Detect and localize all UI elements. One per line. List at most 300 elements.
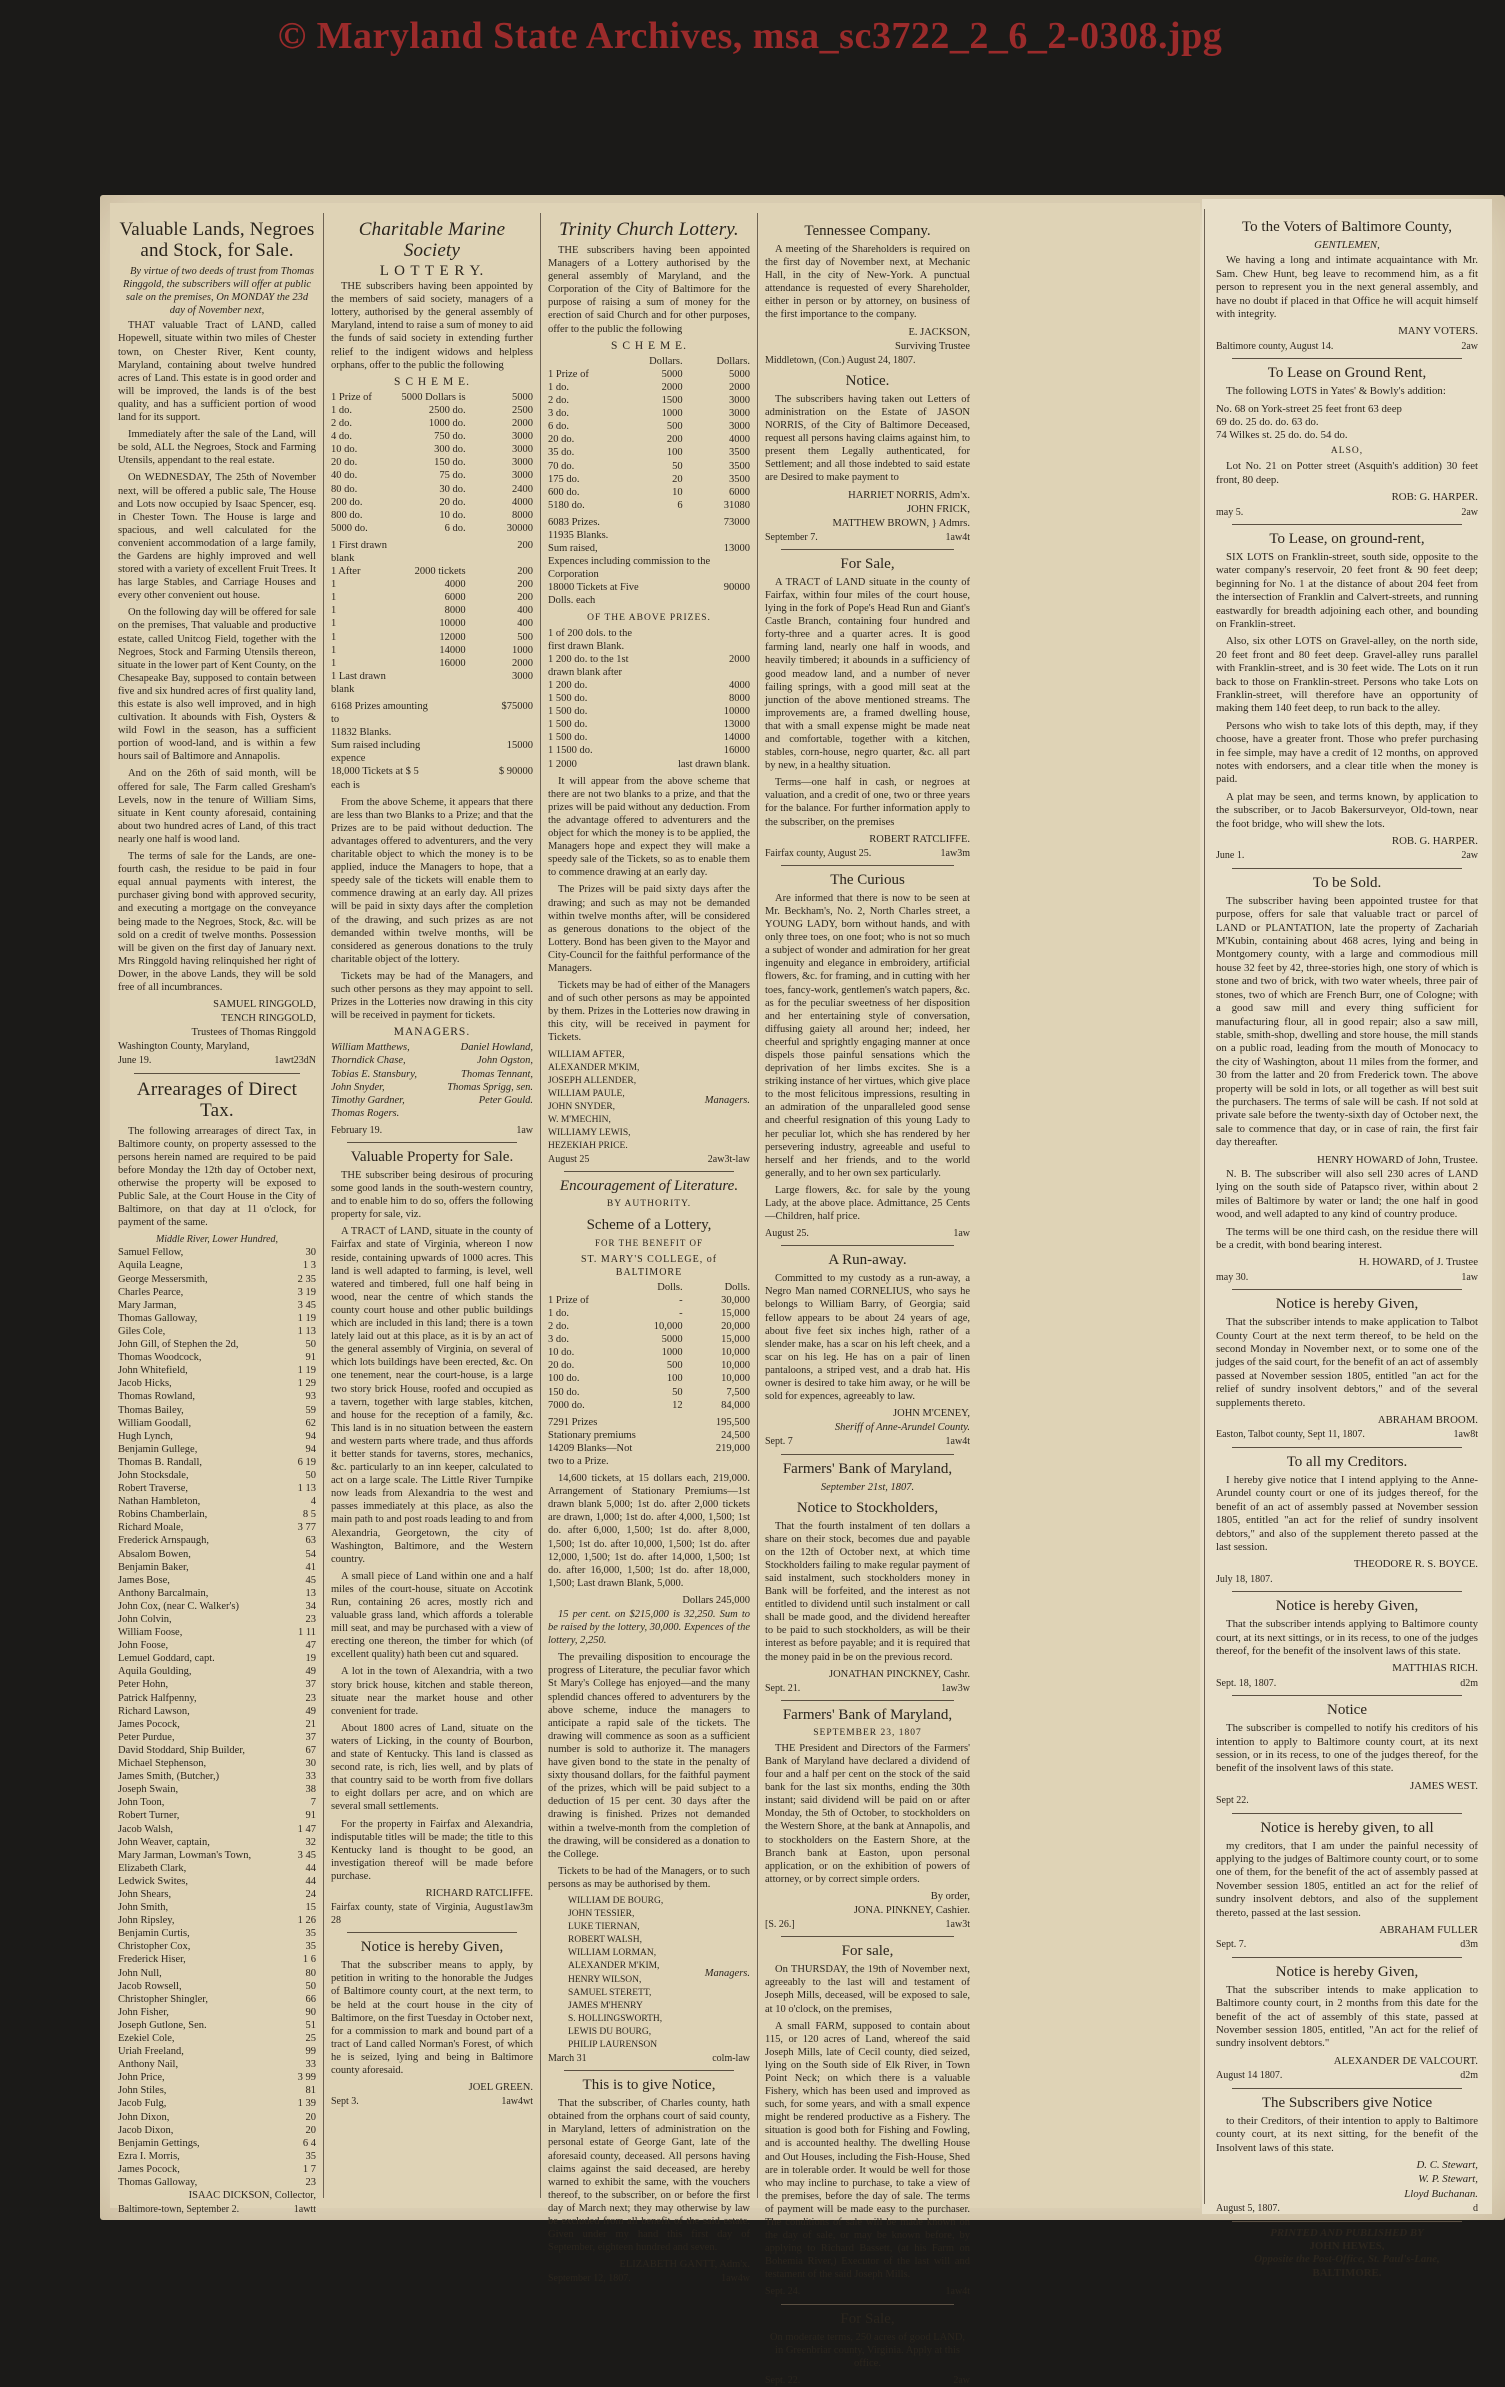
tax-row bbox=[118, 1456, 316, 1469]
tax-row bbox=[118, 1246, 316, 1259]
tax-row-cell: 35 bbox=[305, 1928, 316, 1940]
tax-row-cell: 45 bbox=[305, 1574, 316, 1586]
notice-title: Notice. bbox=[845, 372, 890, 389]
prize-row-cell: 1 do. bbox=[548, 381, 569, 393]
tax-row-cell: 23 bbox=[305, 1692, 316, 1704]
prize-row bbox=[331, 417, 533, 430]
tax-row bbox=[118, 1757, 316, 1770]
tax-row-cell: John Ripsley, bbox=[118, 1915, 175, 1927]
prize-row-cell: 3000 bbox=[511, 444, 533, 456]
prize-row-cell: 10,000 bbox=[721, 1360, 750, 1372]
column-2 bbox=[331, 217, 533, 2198]
tax-row-cell: Thomas Rowland, bbox=[118, 1391, 195, 1403]
ad-date: Fairfax county, state of Virginia, August 28 bbox=[331, 1902, 504, 1927]
drawn-row-cell: 12000 bbox=[439, 631, 466, 643]
tax-row-cell: Thomas B. Randall, bbox=[118, 1456, 202, 1468]
date-line bbox=[548, 2052, 750, 2065]
column-rule bbox=[540, 213, 541, 2198]
ad-code: 1awt23dN bbox=[274, 1055, 316, 1067]
signature: ALEXANDER DE VALCOURT. bbox=[1333, 2054, 1478, 2067]
manager-name: PHILIP LAURENSON bbox=[568, 2040, 658, 2050]
drawn-row-cell: 1 500 do. bbox=[548, 706, 588, 718]
drawn-row-cell: 2000 tickets bbox=[414, 566, 466, 578]
signature: MATTHEW BROWN, } Admrs. bbox=[832, 517, 970, 529]
tax-row bbox=[118, 1469, 316, 1482]
ad-date: September 12, 1807. bbox=[548, 2273, 631, 2285]
prize-row bbox=[548, 486, 750, 499]
tax-row bbox=[118, 1338, 316, 1351]
drawn-heading: OF THE ABOVE PRIZES. bbox=[587, 612, 711, 623]
drawn-row-cell: 400 bbox=[517, 605, 533, 617]
drawn-row-cell: 200 bbox=[517, 566, 533, 578]
manager-row-cell: Thomas Sprigg, sen. bbox=[447, 1081, 533, 1093]
prize-row-cell: 1 Prize of bbox=[331, 391, 372, 403]
tax-row-cell: 38 bbox=[305, 1784, 316, 1796]
drawn-row-cell: 1 bbox=[331, 605, 337, 617]
tax-row-cell: 54 bbox=[305, 1548, 316, 1560]
signature: H. HOWARD, of J. Trustee bbox=[1358, 1256, 1478, 1269]
manager-name: ALEXANDER M'KIM, bbox=[568, 1961, 660, 1972]
tax-row bbox=[118, 2137, 316, 2150]
tax-row-cell: 81 bbox=[305, 2085, 316, 2097]
tax-row-cell: David Stoddard, Ship Builder, bbox=[118, 1744, 246, 1756]
prize-row bbox=[548, 1359, 750, 1372]
prize-row-cell: 50 bbox=[672, 460, 683, 472]
manager-row-cell: William Matthews, bbox=[331, 1042, 410, 1054]
ad-date: Sept. 22. bbox=[765, 2374, 801, 2386]
separator bbox=[564, 1171, 734, 1172]
imprint-line: PRINTED AND PUBLISHED BY bbox=[1270, 2226, 1424, 2239]
drawn-row-cell: 16000 bbox=[439, 657, 466, 669]
prize-table bbox=[548, 355, 750, 512]
property-title: Valuable Property for Sale. bbox=[350, 1149, 514, 1165]
prize-row bbox=[548, 394, 750, 407]
ad-date: Sept. 21. bbox=[765, 1682, 801, 1694]
tax-row-cell: John Cox, (near C. Walker's) bbox=[118, 1600, 239, 1612]
signature: ROB: G. HARPER. bbox=[1391, 491, 1478, 504]
tax-row-cell: Robins Chamberlain, bbox=[118, 1509, 208, 1521]
tax-row-cell: 37 bbox=[305, 1731, 316, 1743]
voters-sub: GENTLEMEN, bbox=[1314, 239, 1380, 251]
col5-paragraph: The subscriber is compelled to notify his creditors of his intention to apply to Baltimore county court, at its next session, or in its recess, to one of the judges thereof, for the benefit of the insolvent laws of this state. bbox=[1216, 1722, 1478, 1775]
drawn-row-cell: 1 bbox=[331, 644, 337, 656]
tax-row-cell: 20 bbox=[305, 2111, 316, 2123]
ad-date: September 7. bbox=[765, 531, 818, 543]
prize-row-cell: 1 do. bbox=[331, 404, 352, 416]
drawn-row bbox=[548, 744, 750, 757]
drawn-row-cell bbox=[649, 627, 750, 653]
col3-title: Trinity Church Lottery. bbox=[559, 219, 739, 240]
total-label: 6168 Prizes amounting to bbox=[331, 701, 428, 726]
prize-row bbox=[331, 509, 533, 522]
ad-code: 1aw4t bbox=[945, 1436, 970, 1448]
drawn-row bbox=[548, 758, 750, 771]
prize-row bbox=[548, 433, 750, 446]
column-1 bbox=[118, 217, 316, 2216]
total-label: 11935 Blanks. bbox=[548, 529, 609, 541]
tax-row bbox=[118, 1639, 316, 1652]
drawn-row-cell: 4000 bbox=[444, 579, 466, 591]
col3-paragraph: The Prizes will be paid sixty days after the drawing; and such as may not be demanded within twelve months after, will be considered as generous donations to the object of the Lottery. Bond has been given to the Mayor and City-Council for the faithful performance of the Managers. bbox=[548, 884, 750, 974]
prize-row-cell: 3000 bbox=[511, 457, 533, 469]
date-line bbox=[765, 1682, 970, 1695]
ad-code: 2aw bbox=[1461, 506, 1478, 518]
col2-paragraph: From the above Scheme, it appears that there are less than two Blanks to a Prize; and that the Prizes are to be paid without deduction. The advantages offered to adventurers, and the very charitable object to which the money is to be applied, induce the Managers to hope, that a speedy sale of the tickets will enable them to commence drawing at an early day. All prizes will be paid in sixty days after the completion of the drawing, and such prizes as are not demanded within twelve months, will be considered as generous donations to the truly charitable object of the lottery. bbox=[331, 796, 533, 965]
col2-paragraph: A small piece of Land within one and a half miles of the court-house, situate on Accotink Run, containing 26 acres, mostly rich and valuable grass land, which affords a tolerable mill seat, and may be purchased with a view of erecting one thereon, the timber for which (of excellent quality) hath been cut and squared. bbox=[331, 1570, 533, 1661]
for-sale-title: For sale, bbox=[841, 1943, 894, 1960]
col5-paragraph: That the subscriber intends applying to Baltimore county court, at its next sittings, or in its recess, to one of the judges thereof, for the benefit of the insolvent laws of this state. bbox=[1216, 1618, 1478, 1657]
arrears-title: Arrearages of Direct Tax. bbox=[136, 1078, 298, 1121]
drawn-row-cell: 1 1500 do. bbox=[548, 745, 593, 757]
separator bbox=[1232, 1591, 1462, 1592]
managers-block bbox=[548, 1895, 750, 2052]
signature: JONATHAN PINCKNEY, Cashr. bbox=[829, 1668, 970, 1680]
signature: MANY VOTERS. bbox=[1398, 325, 1478, 338]
prize-row-cell: 10 do. bbox=[548, 1347, 575, 1359]
tax-row-cell: 21 bbox=[305, 1718, 316, 1730]
drawn-row bbox=[331, 631, 533, 644]
col2-paragraph: THE subscriber being desirous of procuring some good lands in the south-western country, and to enable him to do so, offers the following property for sale, viz. bbox=[331, 1170, 533, 1221]
drawn-row bbox=[548, 705, 750, 718]
separator bbox=[1232, 358, 1462, 359]
tax-row-cell: James Smith, (Butcher,) bbox=[118, 1771, 220, 1783]
manager-row bbox=[331, 1094, 533, 1107]
manager-name: S. HOLLINGSWORTH, bbox=[568, 2013, 663, 2024]
prize-row-cell: 4000 bbox=[511, 496, 533, 508]
ad-code: d2m bbox=[1460, 2070, 1478, 2082]
tax-row-cell: Thomas Galloway, bbox=[118, 1312, 198, 1324]
separator bbox=[781, 2304, 954, 2305]
tax-row-cell: 1 26 bbox=[297, 1915, 316, 1927]
tax-row bbox=[118, 1901, 316, 1914]
drawn-row-cell: 1 bbox=[331, 579, 337, 591]
drawn-row-cell: 13000 bbox=[723, 719, 750, 731]
tax-row-cell: Nathan Hambleton, bbox=[118, 1496, 201, 1508]
tax-row-cell: Jacob Walsh, bbox=[118, 1823, 173, 1835]
tax-row-cell: 50 bbox=[305, 1339, 316, 1351]
literature-title: Encouragement of Literature. bbox=[559, 1178, 739, 1195]
separator bbox=[781, 865, 954, 866]
tax-row bbox=[118, 1626, 316, 1639]
drawn-row bbox=[548, 627, 750, 653]
tax-row bbox=[118, 1809, 316, 1822]
date-line bbox=[1216, 1794, 1478, 1807]
tax-row-cell: 49 bbox=[305, 1666, 316, 1678]
tax-row-cell: Benjamin Gettings, bbox=[118, 2137, 200, 2149]
drawn-row-cell: 1 of 200 dols. to the first drawn Blank. bbox=[548, 627, 632, 652]
tax-row-cell: Jacob Hicks, bbox=[118, 1378, 172, 1390]
lottery-title: Scheme of a Lottery, bbox=[586, 1217, 712, 1234]
to-be-sold-title: To be Sold. bbox=[1312, 874, 1382, 891]
tax-row-cell: 19 bbox=[305, 1653, 316, 1665]
col5-paragraph: A plat may be seen, and terms known, by application to the subscriber, or to Jacob Bakersurveyor, Old-town, near the foot bridge, who will shew the lots. bbox=[1216, 790, 1478, 830]
tax-row-cell: 1 13 bbox=[297, 1483, 316, 1495]
tax-row-cell: 94 bbox=[305, 1443, 316, 1455]
tax-row-cell: John Toon, bbox=[118, 1797, 165, 1809]
total-label: 18,000 Tickets at $ 5 each is bbox=[331, 766, 419, 791]
tax-row bbox=[118, 1534, 316, 1547]
prize-row-cell: 175 do. bbox=[548, 473, 580, 485]
prize-row-cell: 5000 bbox=[661, 368, 683, 380]
lots-list bbox=[1216, 403, 1478, 443]
drawn-row-cell: 1 bbox=[331, 618, 337, 630]
tax-row-cell: John Price, bbox=[118, 2072, 165, 2084]
prize-row bbox=[548, 1346, 750, 1359]
tax-row-cell: Charles Pearce, bbox=[118, 1286, 184, 1298]
drawn-row-cell bbox=[398, 670, 465, 696]
drawn-row-cell: 200 bbox=[517, 592, 533, 604]
prize-row-cell: 20 do. bbox=[331, 457, 358, 469]
prize-row-cell: 300 do. bbox=[434, 444, 466, 456]
separator bbox=[134, 1073, 300, 1074]
col1-paragraph: THAT valuable Tract of LAND, called Hopewell, situate within two miles of Chester town, on Chester River, Kent county, Maryland, containing about twelve hundred acres of Land. This estate is in good order and will be improved, the lands is of the best quality, and has a sufficient portion of wood land for its support. bbox=[118, 320, 316, 424]
tax-row-cell: 91 bbox=[305, 1810, 316, 1822]
separator bbox=[781, 549, 954, 550]
tax-row-cell: 41 bbox=[305, 1561, 316, 1573]
tax-row-cell: Thomas Galloway, bbox=[118, 2177, 198, 2189]
tax-row-cell: Mary Jarman, Lowman's Town, bbox=[118, 1849, 252, 1861]
date-line bbox=[1216, 1573, 1478, 1586]
tax-row bbox=[118, 1731, 316, 1744]
tax-row-cell: Absalom Bowen, bbox=[118, 1548, 191, 1560]
total-value: $ 90000 bbox=[498, 766, 533, 778]
prize-row-cell: 10 do. bbox=[439, 509, 466, 521]
tax-row-cell: 33 bbox=[305, 1771, 316, 1783]
prize-row bbox=[331, 456, 533, 469]
tax-row-cell: 1 39 bbox=[297, 2098, 316, 2110]
drawn-row bbox=[331, 670, 533, 696]
tax-row bbox=[118, 2006, 316, 2019]
tax-row-cell: Joseph Swain, bbox=[118, 1784, 179, 1796]
date-line bbox=[765, 1435, 970, 1448]
manager-row-cell: Thomas Rogers. bbox=[331, 1107, 400, 1119]
manager-name: ROBERT WALSH, bbox=[568, 1935, 643, 1946]
column-rule bbox=[1204, 209, 1205, 2204]
prize-row-cell: 3 do. bbox=[548, 1334, 569, 1346]
ad-code: 1awtt bbox=[293, 2204, 316, 2216]
prize-row-cell: 75 do. bbox=[439, 470, 466, 482]
prize-row bbox=[331, 483, 533, 496]
tax-row-cell: Peter Purdue, bbox=[118, 1731, 175, 1743]
tax-row-cell: 63 bbox=[305, 1535, 316, 1547]
drawn-row-cell: 1 Last drawn blank bbox=[331, 670, 386, 695]
ad-code: 1aw8t bbox=[1453, 1429, 1478, 1441]
prize-row bbox=[548, 1386, 750, 1399]
total-value: 24,500 bbox=[721, 1429, 750, 1441]
col5-paragraph: I hereby give notice that I intend applying to the Anne-Arundel county court or one of its judges thereof, for the benefit of an act of assembly passed at November session 1805, entitled "an act for the relief of sundry insolvent debtors," and also of the supplement thereto passed at the last session. bbox=[1216, 1473, 1478, 1553]
separator bbox=[347, 1932, 517, 1933]
prize-row-cell: 3000 bbox=[511, 431, 533, 443]
ad-date: may 5. bbox=[1216, 506, 1244, 518]
prize-row-cell: 3500 bbox=[728, 447, 750, 459]
ad-code: d2m bbox=[1460, 1677, 1478, 1689]
col1-title: Valuable Lands, Negroes and Stock, for Sale. bbox=[119, 219, 315, 261]
managers-table bbox=[331, 1041, 533, 1120]
tax-row bbox=[118, 1286, 316, 1299]
main-page bbox=[110, 203, 1200, 2386]
col4-paragraph: A meeting of the Shareholders is required on the first day of November next, at Mechanic Hall, in the city of New-York. A punctual attendance is requested of every Shareholder, either in person or by attorney, on business of the first importance to the company. bbox=[765, 244, 970, 321]
ad-date: August 25. bbox=[765, 1228, 809, 1240]
tax-row-cell: John Foose, bbox=[118, 1640, 169, 1652]
col2-paragraph: About 1800 acres of Land, situate on the waters of Licking, in the county of Bourbon, and state of Kentucky. This land is classed as second rate, is rich, lies well, and by plats of that country said to be worth from five dollars to eight dollars per acre, and on which are several small settlements. bbox=[331, 1722, 533, 1813]
prize-row-cell: 3000 bbox=[728, 395, 750, 407]
prize-row bbox=[548, 499, 750, 512]
prize-row-cell: 5000 bbox=[511, 391, 533, 403]
tax-row-cell: 35 bbox=[305, 1941, 316, 1953]
right-page-strip bbox=[1202, 199, 1492, 2279]
prize-row-cell: 4000 bbox=[728, 434, 750, 446]
voters-title: To the Voters of Baltimore County, bbox=[1242, 219, 1452, 235]
ad-date: [S. 26.] bbox=[765, 1919, 795, 1931]
prize-row bbox=[331, 404, 533, 417]
drawn-row bbox=[331, 644, 533, 657]
arrears-paragraph: The following arrearages of direct Tax, in Baltimore county, on property assessed to the persons herein named are required to be paid before Monday the 12th day of October next, otherwise the property will be exposed to Public Sale, at the Court House in the City of Baltimore, on that day at 11 o'clock, for payment of the same. bbox=[118, 1125, 316, 1229]
tax-row-cell: 24 bbox=[305, 1888, 316, 1900]
prize-row bbox=[331, 496, 533, 509]
col3-paragraph: The prevailing disposition to encourage the progress of Literature, the peculiar favor which St Mary's College has enjoyed—and the many splendid chances offered to adventurers by the above scheme, induce the managers to anticipate a rapid sale of the tickets. The drawing will commence as soon as a sufficient number is sold to authorize it. The managers have given bond to the state in the penalty of sixty thousand dollars, for the faithful payment of the prizes, which will be paid subject to a deduction of 15 per cent. 30 days after the drawing is finished. Prizes not demanded within a twelve-month from the completion of the drawing, will be considered as a donation to the College. bbox=[548, 1652, 750, 1860]
tax-row-cell: Elizabeth Clark, bbox=[118, 1862, 187, 1874]
notice-title: Notice is hereby Given, bbox=[1275, 1296, 1419, 1313]
tax-row-cell: 3 19 bbox=[297, 1286, 316, 1298]
tax-row-cell: James Pocock, bbox=[118, 2163, 180, 2175]
col4-paragraph: The subscribers having taken out Letters of administration on the Estate of JASON NORRIS, of the City of Baltimore Deceased, request all persons having claims against him, to present them Legally authenticated, for Settlement; and all those indebted to said estate are Desired to make payment to bbox=[765, 393, 970, 484]
prize-row-cell: 500 bbox=[666, 421, 683, 433]
drawn-table bbox=[548, 627, 750, 771]
prize-row bbox=[548, 446, 750, 459]
total-label: 18000 Tickets at Five Dolls. each bbox=[548, 582, 639, 607]
drawn-row-cell: 1 500 do. bbox=[548, 693, 588, 705]
date-line bbox=[1216, 2069, 1478, 2082]
drawn-row-cell: 1 bbox=[331, 592, 337, 604]
ad-code: d3m bbox=[1460, 1939, 1478, 1951]
col3-paragraph: 15 per cent. on $215,000 is 32,250. Sum to be raised by the lottery, 30,000. Expences of the lottery, 2,250. bbox=[548, 1609, 750, 1647]
col5-paragraph: Persons who wish to take lots of this depth, may, if they choose, have a greater front. Those who prefer purchasing in fee simple, may have a credit of 12 months, on approved notes with endorsers, and a clear title when the money is paid. bbox=[1216, 719, 1478, 786]
total-value: 15000 bbox=[506, 740, 533, 752]
tax-row bbox=[118, 1678, 316, 1691]
prize-row bbox=[548, 368, 750, 381]
managers-label: Managers. bbox=[704, 1967, 750, 1979]
drawn-row-cell: 400 bbox=[517, 618, 533, 630]
total-label: Expences including commission to the Corporation bbox=[548, 556, 711, 581]
tax-row bbox=[118, 1836, 316, 1849]
col5-paragraph: That the subscriber intends to make application to Baltimore county court, in 2 months from this date for the benefit of the act of assembly of this state, passed at November session 1805, entitled, "An act for the relief of sundry insolvent debtors." bbox=[1216, 1983, 1478, 2050]
tax-row bbox=[118, 1495, 316, 1508]
tax-row bbox=[118, 1705, 316, 1718]
col4-paragraph: A TRACT of LAND situate in the county of Fairfax, within four miles of the court house, lying in the fork of Pope's Head Run and Giant's Castle Branch, containing four hundred and forty-three and a quarter acres. It is good farming land, nearly one half in woods, and heavily timbered; it abounds in a sufficiency of good meadow land, and a number of never failing springs, with a good mill seat at the junction of the above mentioned streams. The improvements are, a framed dwelling house, that with a small expense might be made neat and comfortable, together with a kitchen, stables, corn-house, negro quarter, &c. all part by new, in a healthy situation. bbox=[765, 576, 970, 772]
col1-intro: By virtue of two deeds of trust from Thomas Ringgold, the subscribers will offer at public sale on the premises, On MONDAY the 23d day of November next, bbox=[122, 266, 314, 317]
tax-row-cell: John Gill, of Stephen the 2d, bbox=[118, 1339, 239, 1351]
prize-row-cell: 1 Prize of bbox=[548, 368, 589, 380]
tax-row-cell: Benjamin Baker, bbox=[118, 1561, 189, 1573]
manager-name: WILLIAM AFTER, bbox=[548, 1049, 625, 1060]
tax-row-cell: 93 bbox=[305, 1391, 316, 1403]
authority-line: BY AUTHORITY. bbox=[606, 1199, 692, 1210]
signature: HENRY HOWARD of John, Trustee. bbox=[1317, 1153, 1478, 1166]
drawn-row bbox=[548, 679, 750, 692]
bank-date: September 21st, 1807. bbox=[820, 1481, 915, 1493]
ad-date: Sept. 24. bbox=[765, 2286, 801, 2298]
tax-row-cell: 1 13 bbox=[297, 1325, 316, 1337]
col5-paragraph: Also, six other LOTS on Gravel-alley, on the north side, 20 feet front and 80 feet deep. Gravel-alley runs parallel with Franklin-street, and is 30 feet wide. The Lots on it run back to those on Franklin-street. Persons who take Lots on Franklin-street, will therefore have an opportunity of making them 140 feet deep, to run back to the alley. bbox=[1216, 635, 1478, 715]
separator bbox=[1232, 1813, 1462, 1814]
prize-row-cell: 84,000 bbox=[721, 1399, 750, 1411]
date-line bbox=[765, 354, 970, 367]
signature: ROB. G. HARPER. bbox=[1391, 835, 1478, 848]
date-line bbox=[1216, 506, 1478, 519]
tax-row bbox=[118, 2163, 316, 2176]
prize-row-cell: 1000 do. bbox=[428, 418, 466, 430]
prize-row bbox=[331, 522, 533, 535]
tax-row bbox=[118, 2176, 316, 2189]
tax-row-cell: Ledwick Swites, bbox=[118, 1875, 188, 1887]
drawn-row-cell: 10000 bbox=[723, 706, 750, 718]
total-value: 73000 bbox=[723, 516, 750, 528]
totals bbox=[331, 700, 533, 792]
totals bbox=[548, 1416, 750, 1468]
manager-row-cell: Timothy Gardner, bbox=[331, 1094, 405, 1106]
prize-row-cell: 2400 bbox=[511, 483, 533, 495]
runaway-title: A Run-away. bbox=[828, 1252, 907, 1269]
col3-intro: THE subscribers having been appointed Managers of a Lottery authorised by the general assembly of Maryland, and the Corporation of the City of Baltimore for the purpose of raising a sum of money for the erection of said Church and for other purposes, offer to the public the following bbox=[548, 245, 750, 335]
manager-name: LUKE TIERNAN, bbox=[568, 1922, 640, 1933]
bank-title: Farmers' Bank of Maryland, bbox=[782, 1706, 953, 1723]
ad-code: 2aw bbox=[953, 2374, 970, 2386]
managers-heading: MANAGERS. bbox=[393, 1026, 471, 1039]
archive-watermark: © Maryland State Archives, msa_sc3722_2_6_2-0308.jpg bbox=[277, 15, 1223, 57]
tax-row bbox=[118, 1587, 316, 1600]
managers-list bbox=[548, 1895, 699, 2052]
tax-row bbox=[118, 2071, 316, 2084]
tax-row bbox=[118, 1259, 316, 1272]
col5-paragraph: The terms will be one third cash, on the residue there will be a credit, with bond bearing interest. bbox=[1216, 1225, 1478, 1251]
tax-row bbox=[118, 1914, 316, 1927]
drawn-row-cell: 1 500 do. bbox=[548, 719, 588, 731]
tax-row-cell: 1 29 bbox=[297, 1378, 316, 1390]
tax-row-cell: 34 bbox=[305, 1600, 316, 1612]
tax-row-cell: 3 45 bbox=[297, 1849, 316, 1861]
tax-row bbox=[118, 2097, 316, 2110]
tax-row bbox=[118, 1299, 316, 1312]
drawn-row-cell: 1 bbox=[331, 631, 337, 643]
subscribers-title: The Subscribers give Notice bbox=[1261, 2094, 1433, 2111]
signature: ELIZABETH GANTT, Adm'x. bbox=[619, 2259, 750, 2271]
tax-row-cell: Michael Stephenson, bbox=[118, 1758, 207, 1770]
date-line bbox=[331, 1901, 533, 1927]
tax-row bbox=[118, 1993, 316, 2006]
tax-row-cell: Ezra I. Morris, bbox=[118, 2150, 180, 2162]
prize-row-cell: 6 do. bbox=[444, 522, 466, 534]
tax-row-cell: 1 19 bbox=[297, 1312, 316, 1324]
prize-row-cell bbox=[548, 1281, 615, 1294]
col2-subtitle: L O T T E R Y. bbox=[379, 263, 485, 279]
prize-row-cell: 6 do. bbox=[548, 421, 569, 433]
separator bbox=[781, 1936, 954, 1937]
prize-row-cell: 5000 Dollars is bbox=[401, 391, 466, 403]
separator bbox=[1232, 1447, 1462, 1448]
prize-row-cell: 10,000 bbox=[721, 1373, 750, 1385]
date-line bbox=[331, 2095, 533, 2108]
tax-row-cell: 3 45 bbox=[297, 1299, 316, 1311]
tax-row-cell: Anthony Nail, bbox=[118, 2059, 179, 2071]
prize-row-cell: 6 bbox=[677, 499, 683, 511]
prize-row bbox=[548, 381, 750, 394]
col5-paragraph: The following LOTS in Yates' & Bowly's addition: bbox=[1226, 385, 1446, 398]
separator bbox=[1232, 2221, 1462, 2222]
tax-row-cell: 44 bbox=[305, 1862, 316, 1874]
tax-row-cell: 23 bbox=[305, 1614, 316, 1625]
col3-paragraph: That the subscriber, of Charles county, hath obtained from the orphans court of said county, in Maryland, letters of administration on the personal estate of George Gant, late of the aforesaid county, deceased. All persons having claims against the said deceased, are hereby warned to exhibit the same, with the vouchers thereof, to the subscriber, on or before the first day of March next; they may otherwise by law be excluded from all benefit of the said estate. Given under my hand this first day of September, eighteen hundred and seven. bbox=[548, 2098, 750, 2254]
tax-row-cell: Lemuel Goddard, capt. bbox=[118, 1653, 215, 1665]
